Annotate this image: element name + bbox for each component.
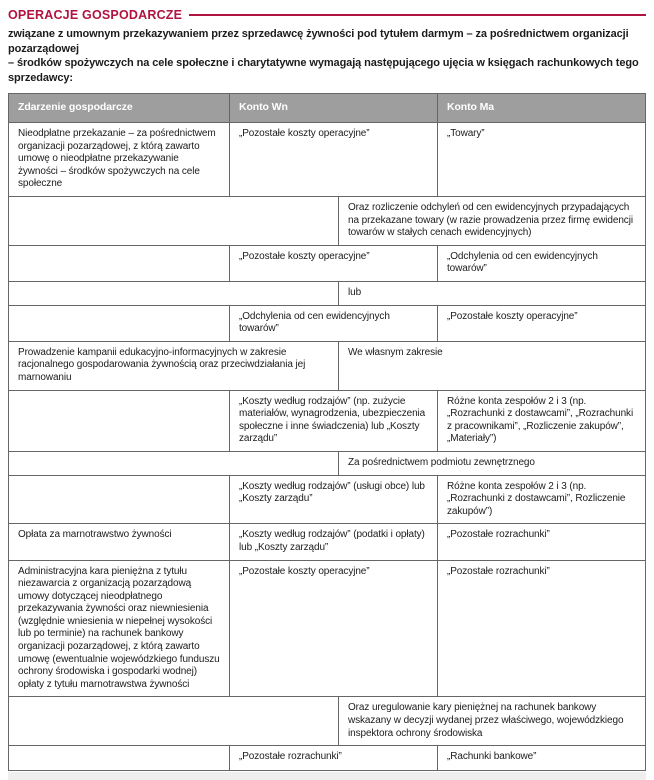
event-cell: Nieodpłatne przekazanie – za pośrednictwem organizacji pozarządowej, z którą zawarto umowę o nieodpłatne przekazywanie żywności – środków spożywczych na cele społeczne xyxy=(9,123,229,196)
table-row xyxy=(9,305,645,341)
column-header-konto-ma: Konto Ma xyxy=(437,94,645,122)
event-cell xyxy=(9,391,229,451)
konto-wn-cell: „Pozostałe koszty operacyjne” xyxy=(229,561,437,697)
event-cell xyxy=(9,476,229,524)
konto-ma-cell: Różne konta zespołów 2 i 3 (np. „Rozrachunki z dostawcami”, „Rozrachunki z pracownikami”, „Rozliczenie zakupów”, „Materiały”) xyxy=(437,391,645,451)
page-title: OPERACJE GOSPODARCZE xyxy=(8,8,183,22)
event-cell xyxy=(9,306,229,341)
note-cell: We własnym zakresie xyxy=(338,342,645,390)
operations-table xyxy=(8,93,646,771)
title-row xyxy=(8,8,646,22)
table-row xyxy=(9,245,645,281)
konto-wn-cell: „Pozostałe rozrachunki” xyxy=(229,746,437,770)
note-cell: lub xyxy=(338,282,645,305)
table-row xyxy=(9,451,645,475)
konto-ma-cell: „Odchylenia od cen ewidencyjnych towarów” xyxy=(437,246,645,281)
intro-line-2: – środków spożywczych na cele społeczne i charytatywne wymagają następującego ujęcia w księgach rachunkowych tego sprzedawcy: xyxy=(8,57,639,84)
title-rule-line xyxy=(189,14,646,16)
intro-line-1: związane z umownym przekazywaniem przez sprzedawcę żywności pod tytułem darmym – za pośrednictwem organizacji pozarządowej xyxy=(8,28,629,55)
event-cell: Opłata za marnotrawstwo żywności xyxy=(9,524,229,559)
table-row xyxy=(9,696,645,745)
event-cell xyxy=(9,697,338,745)
table-row xyxy=(9,475,645,524)
table-row xyxy=(9,745,645,770)
event-cell: Prowadzenie kampanii edukacyjno-informacyjnych w zakresie racjonalnego gospodarowania żywnością oraz przeciwdziałania jej marnowaniu xyxy=(9,342,338,390)
table-row xyxy=(9,341,645,390)
konto-ma-cell: „Pozostałe koszty operacyjne” xyxy=(437,306,645,341)
table-row xyxy=(9,196,645,245)
konto-wn-cell: „Koszty według rodzajów” (np. zużycie materiałów, wynagrodzenia, ubezpieczenia społeczne i inne świadczenia) lub „Koszty zarządu” xyxy=(229,391,437,451)
intro-text xyxy=(8,27,646,85)
konto-ma-cell: „Rachunki bankowe” xyxy=(437,746,645,770)
konto-ma-cell: „Towary” xyxy=(437,123,645,196)
event-cell xyxy=(9,746,229,770)
table-row xyxy=(9,523,645,559)
note-cell: Oraz uregulowanie kary pieniężnej na rachunek bankowy wskazany w decyzji wydanej przez właściwego, wojewódzkiego inspektora ochrony środowiska xyxy=(338,697,645,745)
table-row xyxy=(9,281,645,305)
event-cell xyxy=(9,282,338,305)
konto-wn-cell: „Pozostałe koszty operacyjne” xyxy=(229,123,437,196)
konto-wn-cell: „Odchylenia od cen ewidencyjnych towarów” xyxy=(229,306,437,341)
konto-wn-cell: „Koszty według rodzajów” (podatki i opłaty) lub „Koszty zarządu” xyxy=(229,524,437,559)
event-cell xyxy=(9,246,229,281)
event-cell xyxy=(9,197,338,245)
page-bottom-strip xyxy=(8,772,646,780)
event-cell xyxy=(9,452,338,475)
konto-ma-cell: Różne konta zespołów 2 i 3 (np. „Rozrachunki z dostawcami”, Rozliczenie zakupów”) xyxy=(437,476,645,524)
konto-ma-cell: „Pozostałe rozrachunki” xyxy=(437,524,645,559)
event-cell: Administracyjna kara pieniężna z tytułu niezawarcia z organizacją pozarządową umowy dotyczącej nieodpłatnego przekazywania żywności oraz niewniesienia (względnie wniesienia w niepełnej wysokości lub po terminie) na rachunek bankowy organizacji pozarządowej, z którą zawarto umowę (ewentualnie wojewódzkiego funduszu ochrony środowiska i gospodarki wodnej) opłaty z tytułu marnotrawstwa żywności xyxy=(9,561,229,697)
table-row xyxy=(9,390,645,451)
note-cell: Oraz rozliczenie odchyleń od cen ewidencyjnych przypadających na przekazane towary (w razie prowadzenia przez firmę ewidencji towarów w stałych cenach ewidencyjnych) xyxy=(338,197,645,245)
konto-wn-cell: „Pozostałe koszty operacyjne” xyxy=(229,246,437,281)
note-cell: Za pośrednictwem podmiotu zewnętrznego xyxy=(338,452,645,475)
table-row xyxy=(9,560,645,697)
column-header-zdarzenie-gospodarcze: Zdarzenie gospodarcze xyxy=(9,94,229,122)
konto-ma-cell: „Pozostałe rozrachunki” xyxy=(437,561,645,697)
column-header-konto-wn: Konto Wn xyxy=(229,94,437,122)
table-row xyxy=(9,122,645,196)
table-header-row xyxy=(9,94,645,122)
konto-wn-cell: „Koszty według rodzajów” (usługi obce) lub „Koszty zarządu” xyxy=(229,476,437,524)
